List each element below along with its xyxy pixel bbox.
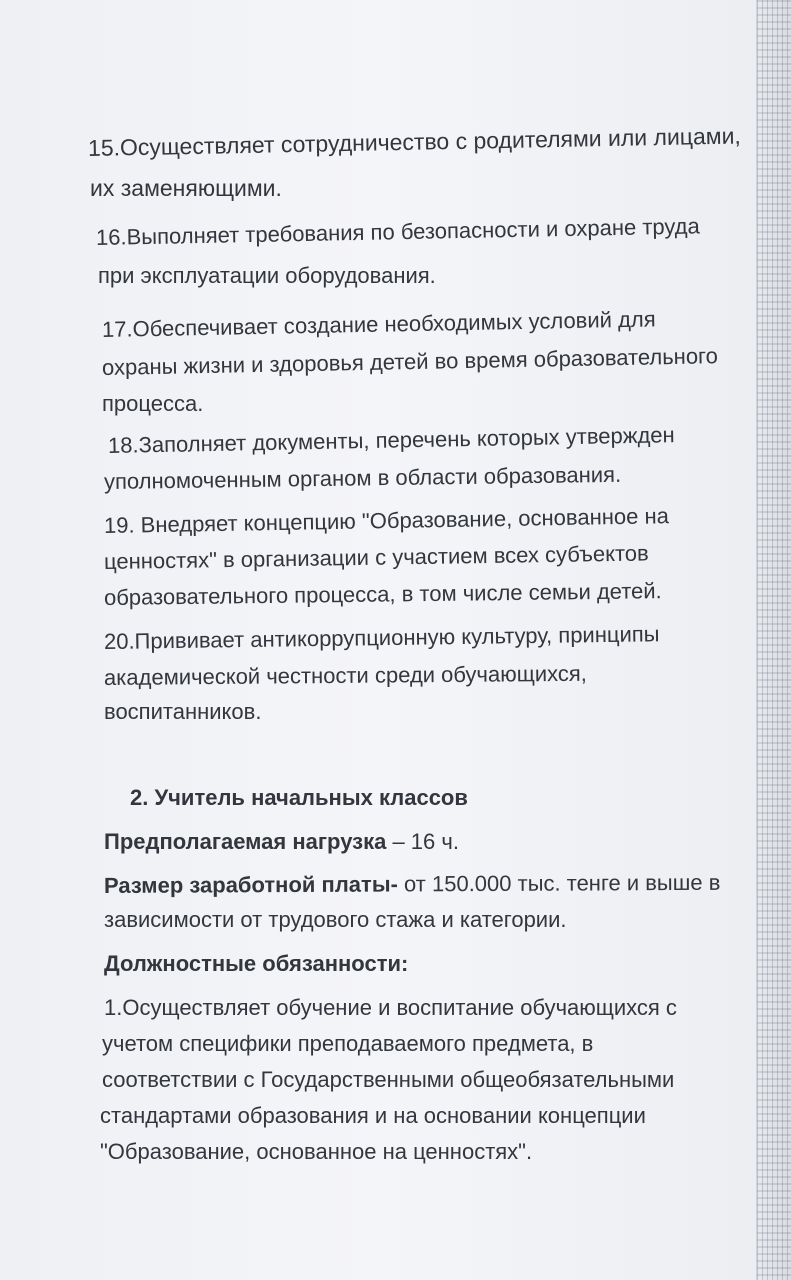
item-20-line-2: академической честности среди обучающихся,	[103, 660, 587, 690]
item-16-line-1: 16.Выполняет требования по безопасности и охране труда	[95, 213, 700, 250]
duty-1-line-5: "Образование, основанное на ценностях".	[100, 1139, 533, 1164]
item-18-line-1: 18.Заполняет документы, перечень которых утвержден	[107, 422, 675, 458]
salary-line-2: зависимости от трудового стажа и категории.	[104, 907, 567, 932]
item-20-line-3: воспитанников.	[104, 699, 262, 724]
duty-1-line-2: учетом специфики преподаваемого предмета, в	[102, 1031, 594, 1056]
item-17-line-1: 17.Обеспечивает создание необходимых условий для	[101, 306, 656, 342]
item-15-line-1: 15.Осуществляет сотрудничество с родителями или лицами,	[87, 122, 742, 161]
item-17-line-2: охраны жизни и здоровья детей во время образовательного	[101, 343, 719, 380]
item-15-line-2: их заменяющими.	[90, 175, 282, 201]
item-16-line-2: при эксплуатации оборудования.	[98, 263, 436, 288]
workload-line	[104, 824, 459, 860]
item-19-line-2: ценностях" в организации с участием всех субъектов	[103, 540, 649, 574]
duty-1-line-4: стандартами образования и на основании концепции	[100, 1103, 646, 1128]
item-20-line-1: 20.Прививает антикоррупционную культуру, принципы	[103, 621, 660, 654]
item-18-line-2: уполномоченным органом в области образования.	[103, 461, 622, 494]
salary-value: от 150.000 тыс. тенге и выше в	[397, 869, 721, 897]
workload-value: – 16 ч.	[386, 829, 459, 854]
section-heading: 2. Учитель начальных классов	[130, 785, 468, 810]
duty-1-line-3: соответствии с Государственными общеобязательными	[102, 1067, 675, 1092]
duties-heading: Должностные обязанности:	[104, 951, 409, 976]
workload-label: Предполагаемая нагрузка	[104, 829, 387, 854]
item-17-line-3: процесса.	[102, 391, 204, 416]
duty-1-line-1: 1.Осуществляет обучение и воспитание обучающихся с	[104, 995, 677, 1020]
salary-line	[104, 865, 721, 904]
next-page-edge	[756, 0, 791, 1280]
salary-label: Размер заработной платы-	[103, 871, 398, 898]
item-19-line-3: образовательного процесса, в том числе семьи детей.	[103, 578, 662, 610]
item-19-line-1: 19. Внедряет концепцию "Образование, основанное на	[103, 503, 670, 538]
